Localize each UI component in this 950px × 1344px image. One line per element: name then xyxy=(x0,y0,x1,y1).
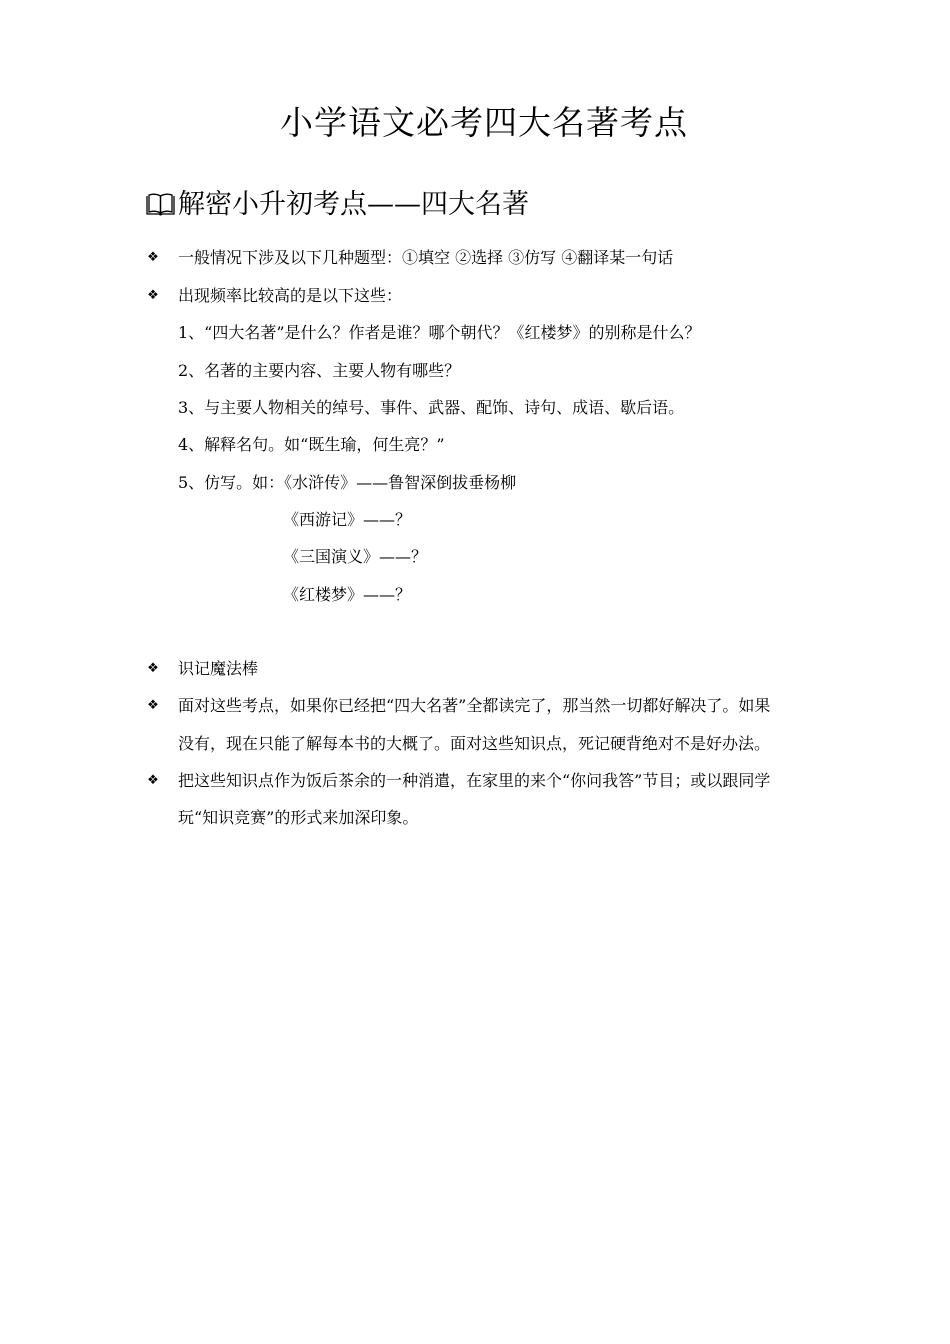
bullet-tip-line-1: 把这些知识点作为饭后茶余的一种消遣，在家里的来个“你问我答”节目；或以跟同学 xyxy=(178,771,771,790)
list-item-3: 3、与主要人物相关的绰号、事件、武器、配饰、诗句、成语、歇后语。 xyxy=(178,398,685,417)
bullet-question-types: 一般情况下涉及以下几种题型：①填空 ②选择 ③仿写 ④翻译某一句话 xyxy=(178,248,674,267)
bullet-tip-line-2: 玩“知识竞赛”的形式来加深印象。 xyxy=(178,808,419,827)
bullet-icon: ❖ xyxy=(147,250,159,265)
bullet-frequent-points: 出现频率比较高的是以下这些： xyxy=(178,286,403,305)
page-title: 小学语文必考四大名著考点 xyxy=(280,103,688,142)
bullet-memory-wand: 识记魔法棒 xyxy=(178,659,259,678)
list-item-1: 1、“四大名著”是什么？作者是谁？哪个朝代？《红楼梦》的别称是什么？ xyxy=(178,323,701,342)
imitation-sanguo: 《三国演义》——？ xyxy=(283,547,428,566)
bullet-advice-line-2: 没有，现在只能了解每本书的大概了。面对这些知识点，死记硬背绝对不是好办法。 xyxy=(178,734,771,753)
open-book-icon xyxy=(145,192,176,218)
list-item-4: 4、解释名句。如“既生瑜，何生亮？” xyxy=(178,435,445,454)
bullet-icon: ❖ xyxy=(147,773,159,788)
list-item-5: 5、仿写。如：《水浒传》——鲁智深倒拔垂杨柳 xyxy=(178,473,517,492)
section-heading xyxy=(145,186,529,224)
list-item-2: 2、名著的主要内容、主要人物有哪些？ xyxy=(178,361,461,380)
bullet-icon: ❖ xyxy=(147,698,159,713)
imitation-xiyouji: 《西游记》——？ xyxy=(283,510,412,529)
bullet-advice-line-1: 面对这些考点，如果你已经把“四大名著”全都读完了，那当然一切都好解决了。如果 xyxy=(178,696,771,715)
bullet-icon: ❖ xyxy=(147,288,159,303)
imitation-hongloumeng: 《红楼梦》——？ xyxy=(283,585,412,604)
bullet-icon: ❖ xyxy=(147,661,159,676)
section-heading-text: 解密小升初考点——四大名著 xyxy=(178,189,529,220)
